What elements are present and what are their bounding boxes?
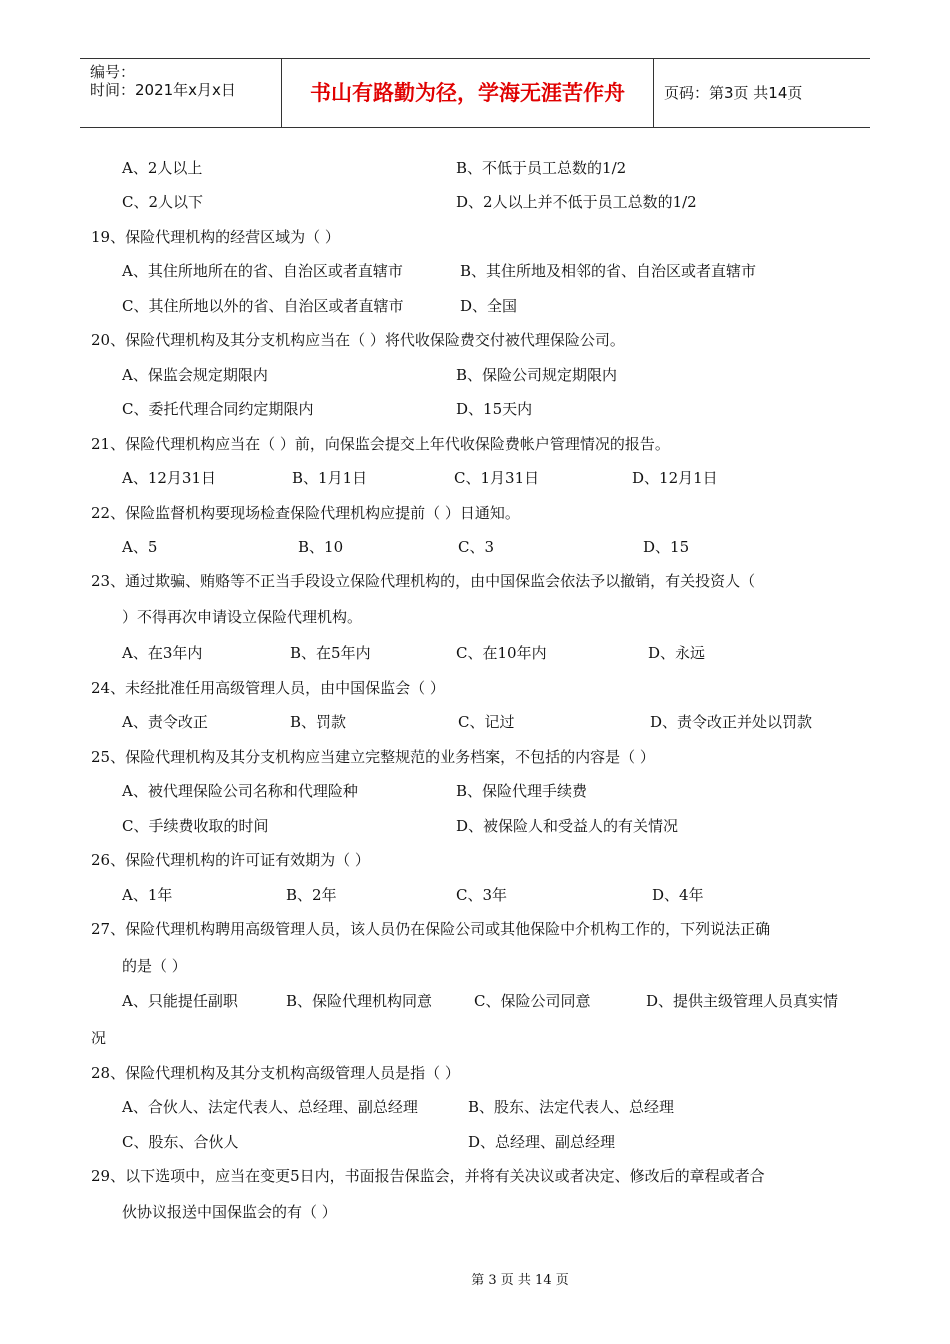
- question-line: D、永远: [648, 644, 706, 662]
- question-line: D、被保险人和受益人的有关情况: [456, 817, 679, 835]
- question-line: 22、保险监督机构要现场检查保险代理机构应提前（ ）日通知。: [91, 504, 520, 522]
- question-line: B、在5年内: [290, 644, 371, 662]
- question-line: B、罚款: [290, 713, 347, 731]
- question-line: A、2人以上: [122, 159, 203, 177]
- question-line: C、2人以下: [122, 193, 204, 211]
- question-line: D、2人以上并不低于员工总数的1/2: [456, 193, 697, 211]
- question-line: 26、保险代理机构的许可证有效期为（ ）: [91, 851, 370, 869]
- question-line: B、2年: [286, 886, 337, 904]
- question-line: 25、保险代理机构及其分支机构应当建立完整规范的业务档案，不包括的内容是（ ）: [91, 748, 655, 766]
- question-line: 24、未经批准任用高级管理人员，由中国保监会（ ）: [91, 679, 445, 697]
- question-line: B、保险代理手续费: [456, 782, 588, 800]
- question-line: C、3年: [456, 886, 508, 904]
- question-line: D、总经理、副总经理: [468, 1133, 616, 1151]
- question-line: A、合伙人、法定代表人、总经理、副总经理: [122, 1098, 418, 1116]
- question-line: A、责令改正: [122, 713, 208, 731]
- question-line: A、其住所地所在的省、自治区或者直辖市: [122, 262, 403, 280]
- document-time-label: 时间：2021年x月x日: [90, 81, 236, 99]
- question-line: 29、以下选项中，应当在变更5日内，书面报告保监会，并将有关决议或者决定、修改后的章程或者合: [91, 1167, 765, 1185]
- page-header: [80, 58, 870, 128]
- question-line: C、手续费收取的时间: [122, 817, 269, 835]
- question-line: D、责令改正并处以罚款: [650, 713, 813, 731]
- question-line: 伙协议报送中国保监会的有（ ）: [122, 1203, 337, 1221]
- document-number-label: 编号：: [90, 63, 136, 81]
- question-line: C、委托代理合同约定期限内: [122, 400, 314, 418]
- question-line: 23、通过欺骗、贿赂等不正当手段设立保险代理机构的，由中国保监会依法予以撤销，有关投资人（: [91, 572, 756, 590]
- question-line: B、不低于员工总数的1/2: [456, 159, 627, 177]
- question-line: C、股东、合伙人: [122, 1133, 239, 1151]
- question-line: B、10: [298, 538, 344, 556]
- question-line: D、提供主级管理人员真实情: [646, 992, 839, 1010]
- question-line: A、12月31日: [122, 469, 217, 487]
- question-line: B、其住所地及相邻的省、自治区或者直辖市: [460, 262, 757, 280]
- question-line: A、1年: [122, 886, 173, 904]
- question-line: B、保险公司规定期限内: [456, 366, 618, 384]
- question-line: 19、保险代理机构的经营区域为（ ）: [91, 228, 340, 246]
- header-meta: [80, 59, 281, 127]
- question-line: D、全国: [460, 297, 518, 315]
- question-line: A、被代理保险公司名称和代理险种: [122, 782, 358, 800]
- question-line: D、4年: [652, 886, 704, 904]
- question-line: 况: [91, 1029, 107, 1047]
- question-line: C、保险公司同意: [474, 992, 591, 1010]
- header-page-label: 页码：第3页 共14页: [664, 84, 803, 102]
- question-line: A、在3年内: [122, 644, 203, 662]
- question-line: ）不得再次申请设立保险代理机构。: [122, 608, 363, 626]
- question-line: C、记过: [458, 713, 515, 731]
- question-line: B、保险代理机构同意: [286, 992, 433, 1010]
- question-line: C、3: [458, 538, 495, 556]
- question-line: C、1月31日: [454, 469, 540, 487]
- question-line: A、保监会规定期限内: [122, 366, 268, 384]
- question-line: 28、保险代理机构及其分支机构高级管理人员是指（ ）: [91, 1064, 460, 1082]
- question-line: 21、保险代理机构应当在（ ）前，向保监会提交上年代收保险费帐户管理情况的报告。: [91, 435, 670, 453]
- page-footer: [0, 1269, 950, 1288]
- question-line: 20、保险代理机构及其分支机构应当在（ ）将代收保险费交付被代理保险公司。: [91, 331, 625, 349]
- question-line: 的是（ ）: [122, 957, 187, 975]
- question-line: 27、保险代理机构聘用高级管理人员，该人员仍在保险公司或其他保险中介机构工作的，下列说法正确: [91, 920, 771, 938]
- question-line: B、股东、法定代表人、总经理: [468, 1098, 675, 1116]
- question-line: A、只能提任副职: [122, 992, 238, 1010]
- question-line: A、5: [122, 538, 158, 556]
- header-motto: 书山有路勤为径，学海无涯苦作舟: [281, 59, 654, 127]
- question-line: D、15天内: [456, 400, 533, 418]
- question-line: D、12月1日: [632, 469, 718, 487]
- question-line: C、其住所地以外的省、自治区或者直辖市: [122, 297, 404, 315]
- footer-page-number: 第 3 页 共 14 页: [471, 1273, 569, 1288]
- question-line: D、15: [643, 538, 690, 556]
- question-line: C、在10年内: [456, 644, 547, 662]
- question-line: B、1月1日: [292, 469, 368, 487]
